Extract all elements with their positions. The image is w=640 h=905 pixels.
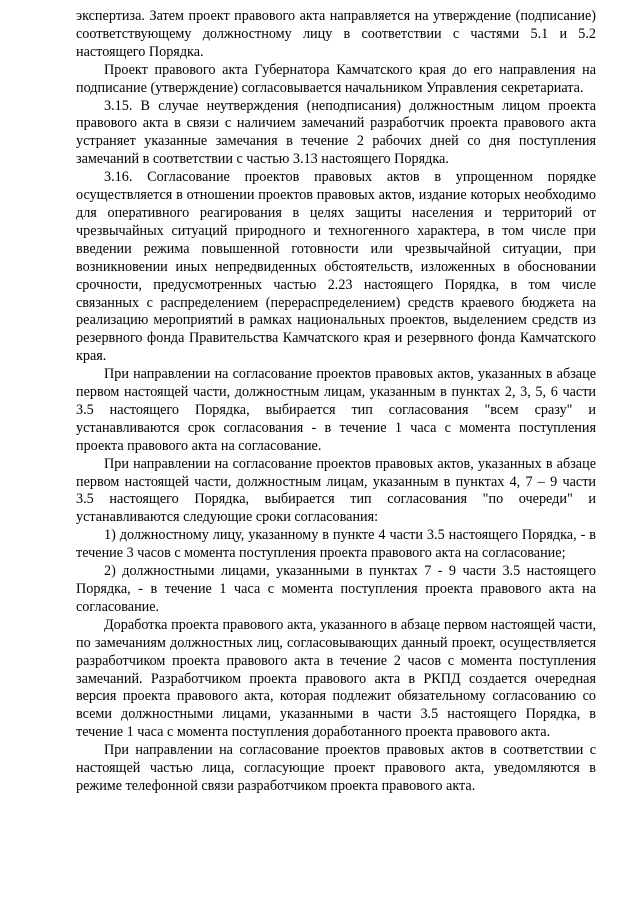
list-item: 2) должностными лицами, указанными в пунктах 7 - 9 части 3.5 настоящего Порядка, - в течение 1 часа с момента поступления проекта правового акта на согласование. xyxy=(76,563,596,615)
paragraph: Доработка проекта правового акта, указанного в абзаце первом настоящей части, по замечаниям должностных лиц, согласовывающих данный проект, осуществляется разработчиком проекта правового акта в течение 2 часов с момента поступления замечаний. Разработчиком проекта правового акта в РКПД создается очередная версия проекта правового акта, которая подлежит обязательному согласованию со всеми должностными лицами, указанными в части 3.5 настоящего Порядка, в течение 1 часа с момента поступления доработанного проекта правового акта. xyxy=(76,616,596,741)
paragraph: Проект правового акта Губернатора Камчатского края до его направления на подписание (утверждение) согласовывается начальником Управления секретариата. xyxy=(76,61,596,96)
paragraph-continuation: экспертиза. Затем проект правового акта направляется на утверждение (подписание) соответствующему должностному лицу в соответствии с частями 5.1 и 5.2 настоящего Порядка. xyxy=(76,8,596,60)
paragraph: При направлении на согласование проектов правовых актов, указанных в абзаце первом настоящей части, должностным лицам, указанным в пунктах 4, 7 – 9 части 3.5 настоящего Порядка, выбирается тип согласования "по очереди" и устанавливаются следующие сроки согласования: xyxy=(76,455,596,526)
paragraph-3-16: 3.16. Согласование проектов правовых актов в упрощенном порядке осуществляется в отношении проектов правовых актов, издание которых необходимо для оперативного реагирования в целях защиты населения и территорий от чрезвычайных ситуаций природного и техногенного характера, в том числе при введении режима повышенной готовности или чрезвычайной ситуации, при возникновении иных непредвиденных обстоятельств, изложенных в обосновании срочности, предусмотренных частью 2.23 настоящего Порядка, в том числе связанных с распределением (перераспределением) средств краевого бюджета на реализацию мероприятий в рамках национальных проектов, выделением средств из резервного фонда Правительства Камчатского края и резервного фонда Камчатского края. xyxy=(76,169,596,365)
document-page xyxy=(76,8,596,796)
paragraph: При направлении на согласование проектов правовых актов, указанных в абзаце первом настоящей части, должностным лицам, указанным в пунктах 2, 3, 5, 6 части 3.5 настоящего Порядка, выбирается тип согласования "всем сразу" и устанавливаются срок согласования - в течение 1 часа с момента поступления проекта правового акта на согласование. xyxy=(76,366,596,454)
paragraph: При направлении на согласование проектов правовых актов в соответствии с настоящей частью лица, согласующие проект правового акта, уведомляются в режиме телефонной связи разработчиком проекта правового акта. xyxy=(76,742,596,794)
paragraph-3-15: 3.15. В случае неутверждения (неподписания) должностным лицом проекта правового акта в связи с наличием замечаний разработчик проекта правового акта устраняет указанные замечания в течение 2 рабочих дней со дня поступления замечаний в соответствии с частью 3.13 настоящего Порядка. xyxy=(76,97,596,168)
list-item: 1) должностному лицу, указанному в пункте 4 части 3.5 настоящего Порядка, - в течение 3 часов с момента поступления проекта правового акта на согласование; xyxy=(76,527,596,562)
